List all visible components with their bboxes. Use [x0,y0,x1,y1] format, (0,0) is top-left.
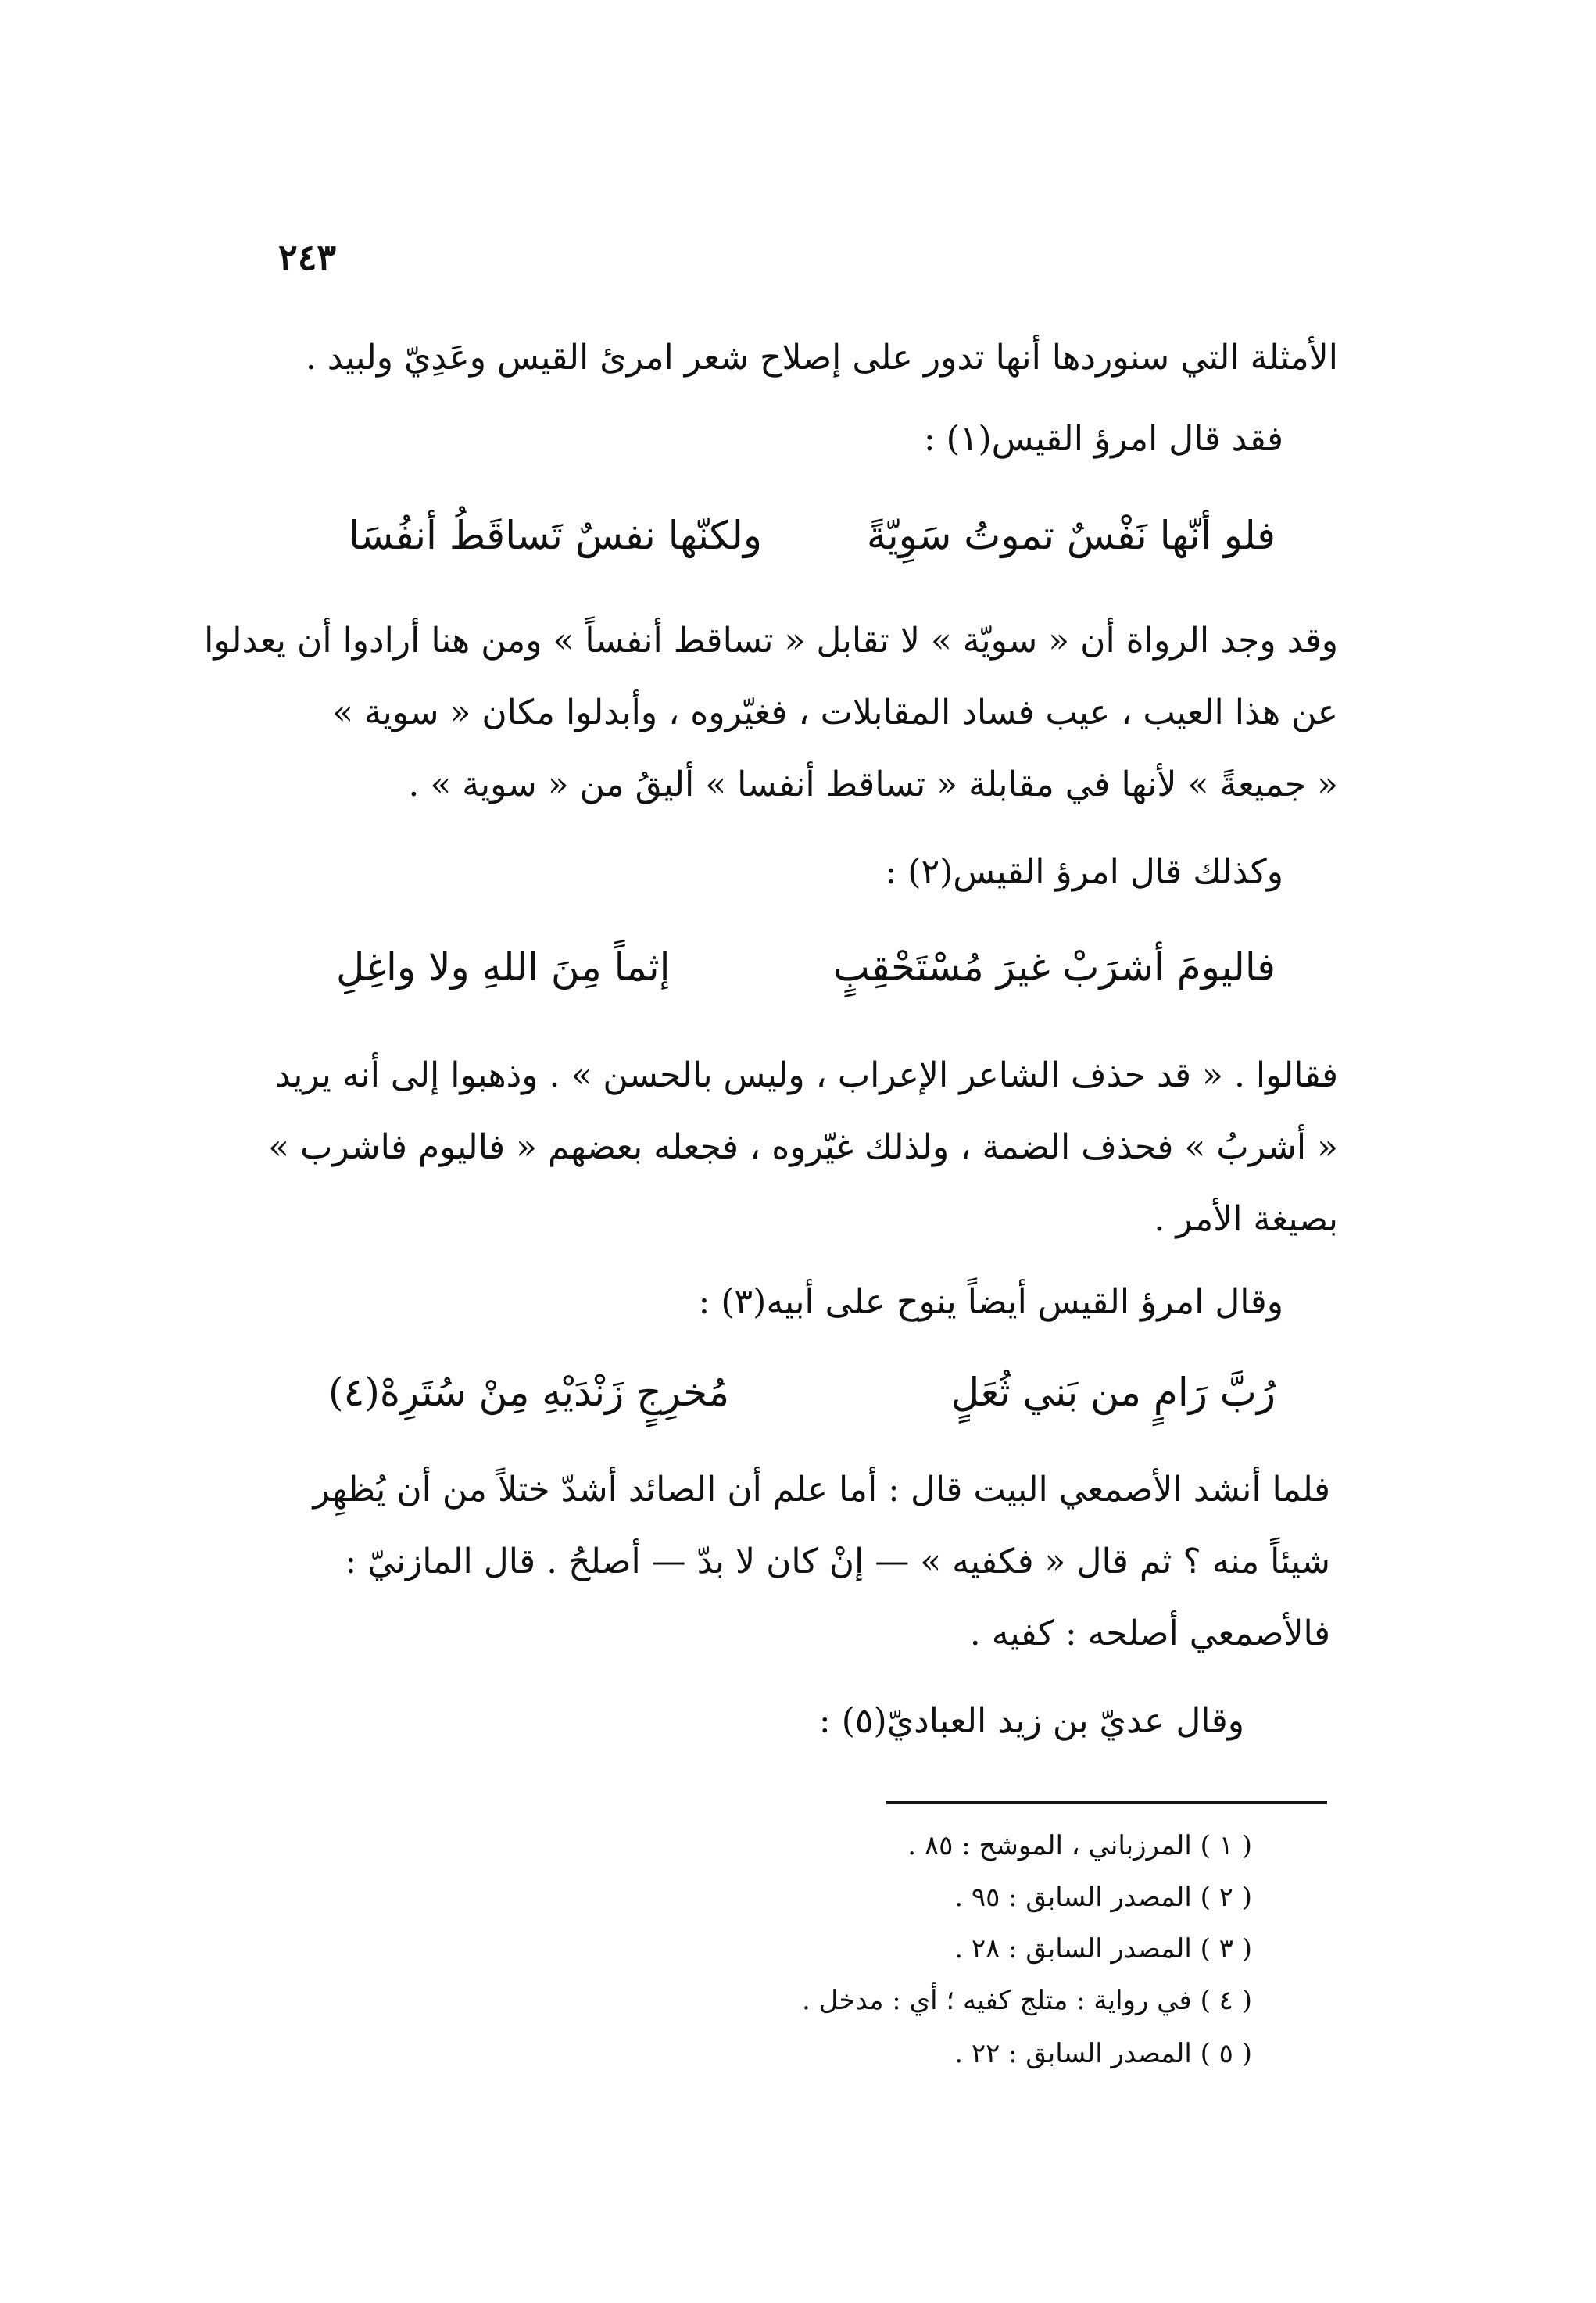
verse-3-first-hemistich: رُبَّ رَامٍ من بَني ثُعَلٍ [950,1370,1276,1415]
verse-2-second-hemistich: إثماً مِنَ اللهِ ولا واغِلِ [336,944,671,990]
footnote-separator [886,1801,1327,1804]
verse-2-first-hemistich: فاليومَ أشرَبْ غيرَ مُسْتَحْقِبٍ [832,944,1276,990]
footnote: ( ٤ ) في رواية : متلج كفيه ؛ أي : مدخل . [801,1985,1252,2016]
body-line: وقد وجد الرواة أن « سويّة » لا تقابل « تساقط أنفساً » ومن هنا أرادوا أن يعدلوا [204,621,1338,661]
body-line: شيئاً منه ؟ ثم قال « فكفيه » — إنْ كان لا بدّ — أصلحُ . قال المازنيّ : [345,1542,1330,1581]
body-line: وقال امرؤ القيس أيضاً ينوح على أبيه(٣) : [698,1282,1283,1322]
verse-1-second-hemistich: ولكنّها نفسٌ تَساقَطُ أنفُسَا [349,513,763,558]
footnote: ( ٣ ) المصدر السابق : ٢٨ . [954,1933,1252,1965]
body-line: فقد قال امرؤ القيس(١) : [923,419,1283,459]
body-line: عن هذا العيب ، عيب فساد المقابلات ، فغيّروه ، وأبدلوا مكان « سوية » [332,693,1338,732]
verse-2 [0,940,1596,994]
body-line: وقال عديّ بن زيد العباديّ(٥) : [818,1701,1244,1741]
page-number: ٢٤٣ [278,236,337,278]
verse-3-second-hemistich: مُخرِجٍ زَنْدَيْهِ مِنْ سُتَرِهْ(٤) [328,1370,730,1415]
body-line: فلما أنشد الأصمعي البيت قال : أما علم أن الصائد أشدّ ختلاً من أن يُظهِر [313,1470,1330,1510]
verse-3 [0,1365,1596,1420]
body-line: فالأصمعي أصلحه : كفيه . [969,1614,1330,1653]
footnote: ( ٥ ) المصدر السابق : ٢٢ . [954,2038,1252,2069]
verse-1-first-hemistich: فلو أنّها نَفْسٌ تموتُ سَوِيّةً [866,513,1276,558]
body-line: الأمثلة التي سنوردها أنها تدور على إصلاح شعر امرئ القيس وعَدِيّ ولبيد . [305,338,1338,378]
footnote: ( ٢ ) المصدر السابق : ٩٥ . [954,1882,1252,1913]
body-line: « جميعةً » لأنها في مقابلة « تساقط أنفسا » أليقُ من « سوية » . [408,765,1338,804]
verse-1 [0,508,1596,563]
body-line: بصيغة الأمر . [1154,1199,1338,1239]
body-line: « أشربُ » فحذف الضمة ، ولذلك غيّروه ، فجعله بعضهم « فاليوم فاشرب » [268,1127,1338,1167]
body-line: فقالوا . « قد حذف الشاعر الإعراب ، وليس بالحسن » . وذهبوا إلى أنه يريد [275,1055,1338,1095]
footnote: ( ١ ) المرزباني ، الموشح : ٨٥ . [907,1830,1252,1861]
body-line: وكذلك قال امرؤ القيس(٢) : [885,852,1283,892]
